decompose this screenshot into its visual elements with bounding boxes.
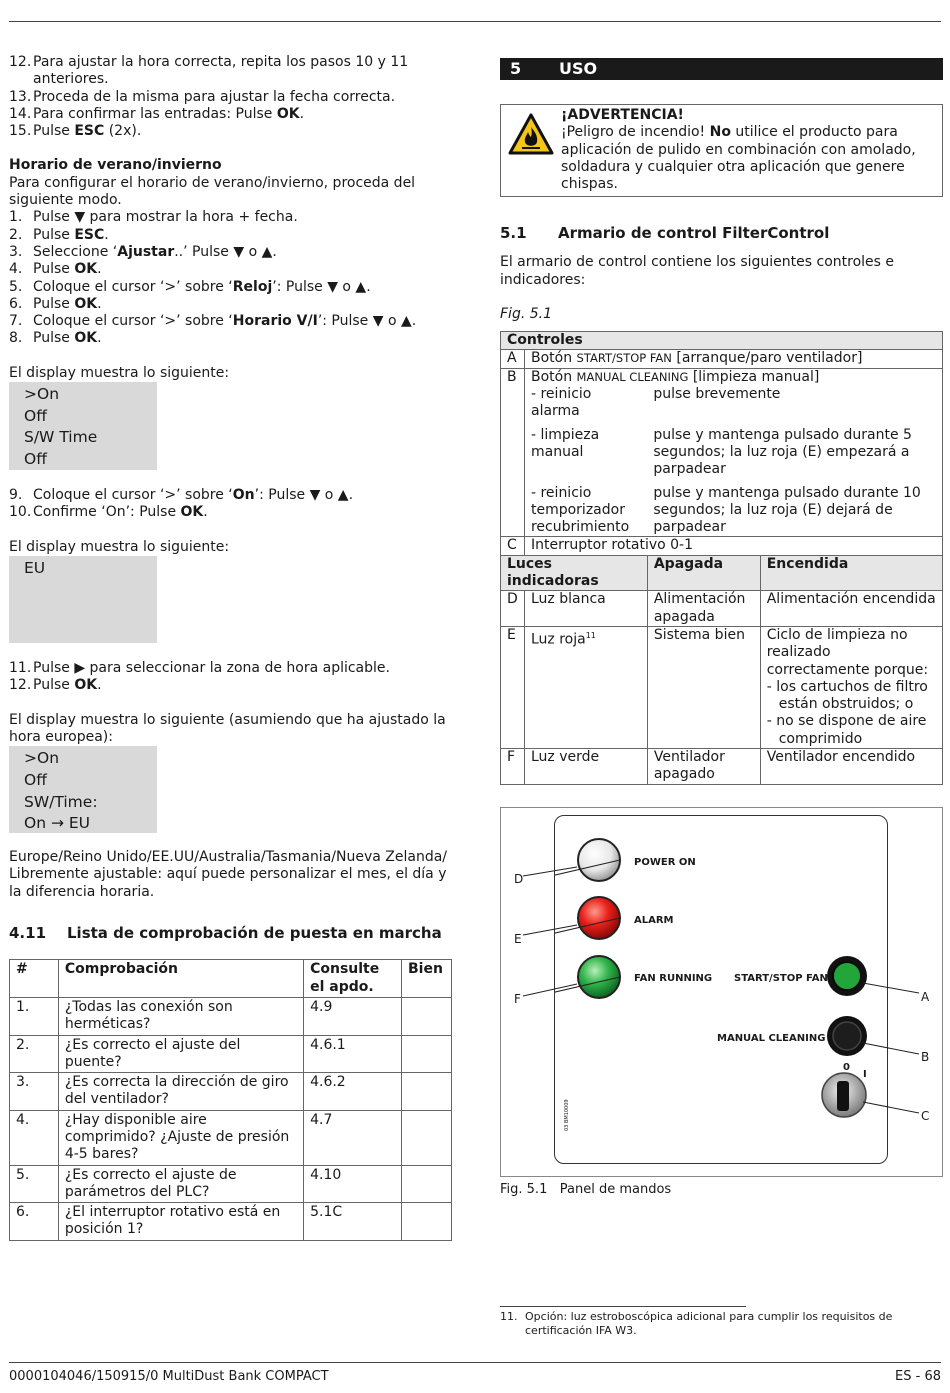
- step-number: 11.: [9, 659, 32, 676]
- footer-page: ES - 68: [895, 1369, 941, 1384]
- subsection-title: Armario de control FilterControl: [558, 224, 830, 242]
- step-text: Coloque el cursor ‘>’ sobre ‘On’: Pulse ▼ o ▲.: [33, 487, 354, 504]
- light-letter: F: [501, 749, 525, 785]
- checklist-header-cell: Bien: [401, 960, 451, 998]
- sub-action-desc: pulse brevemente: [647, 386, 942, 421]
- display-line: Off: [24, 406, 47, 425]
- table-row: [501, 626, 943, 748]
- caption-text: Panel de mandos: [559, 1181, 672, 1197]
- table-row: [501, 368, 943, 386]
- step-item: [9, 504, 454, 521]
- table-row: [10, 1035, 452, 1073]
- green-light: [578, 956, 620, 998]
- checklist-cell: ¿El interruptor rotativo está en posición 1?: [58, 1203, 303, 1241]
- checklist-cell: 2.: [10, 1035, 59, 1073]
- display-line: EU: [24, 558, 46, 577]
- control-desc: Botón START/STOP FAN [arranque/paro ventilador]: [524, 350, 942, 368]
- step-number: 14.: [9, 105, 32, 122]
- step-text: Pulse OK.: [33, 261, 102, 278]
- section-bar: [500, 58, 943, 80]
- step-text: Para confirmar las entradas: Pulse OK.: [33, 105, 305, 122]
- step-number: 9.: [9, 487, 23, 504]
- display-line: Off: [24, 450, 47, 469]
- callout-c: C: [921, 1108, 930, 1123]
- checklist-header-cell: Consulte el apdo.: [304, 960, 402, 998]
- control-letter: B: [501, 368, 525, 537]
- warning-text: ¡Peligro de incendio! No utilice el producto para aplicación de pulido en combinación con amolado, soldadura y cualquier otra aplicación que genere chispas.: [561, 124, 916, 193]
- display-line: SW/Time:: [24, 792, 98, 811]
- left-column: [9, 54, 454, 1241]
- callout-e: E: [514, 931, 522, 946]
- sub-action-label: - limpieza manual: [524, 421, 647, 479]
- step-number: 12.: [9, 54, 32, 70]
- footer-doc-id: 0000104046/150915/0 MultiDust Bank COMPACT: [9, 1369, 329, 1384]
- subsection-num: 5.1: [500, 224, 527, 242]
- step-item: [9, 209, 454, 226]
- checklist-ok-cell[interactable]: [401, 1073, 451, 1111]
- light-on-intro: Ciclo de limpieza no realizado correctamente porque:: [766, 626, 929, 678]
- header-rule: [9, 21, 941, 22]
- step-item: [9, 330, 454, 347]
- light-off: Sistema bien: [647, 626, 760, 748]
- checklist-cell: ¿Es correcta la dirección de giro del ventilador?: [58, 1073, 303, 1111]
- step-item: [9, 227, 454, 244]
- checklist-cell: ¿Es correcto el ajuste de parámetros del PLC?: [58, 1165, 303, 1203]
- callout-d: D: [514, 871, 524, 886]
- checklist-heading: [9, 925, 454, 942]
- checklist-cell: 4.6.1: [304, 1035, 402, 1073]
- footnote-rule: [500, 1306, 746, 1307]
- light-on: Alimentación encendida: [760, 591, 942, 627]
- step-text: Pulse OK.: [33, 677, 102, 694]
- alarm-label: ALARM: [634, 914, 674, 926]
- control-panel-figure: [500, 807, 943, 1177]
- checklist-ok-cell[interactable]: [401, 997, 451, 1035]
- step-text: Coloque el cursor ‘>’ sobre ‘Reloj’: Pulse ▼ o ▲.: [33, 278, 371, 295]
- table-row: [501, 350, 943, 368]
- fan-running-label: FAN RUNNING: [634, 972, 713, 984]
- sub-action-desc: pulse y mantenga pulsado durante 5 segundos; la luz roja (E) empezará a parpadear: [647, 421, 942, 479]
- step-number: 5.: [9, 278, 23, 295]
- table-row: [501, 479, 943, 537]
- step-item: [9, 677, 454, 694]
- step-number: 7.: [9, 313, 23, 330]
- dst-heading: Horario de verano/invierno: [9, 157, 222, 174]
- table-row: [501, 537, 943, 555]
- light-letter: E: [501, 626, 525, 748]
- switch-0-label: 0: [843, 1061, 850, 1073]
- switch-1-label: I: [863, 1068, 867, 1080]
- warning-box: [500, 104, 943, 197]
- control-panel: [554, 815, 888, 1164]
- step-text: Seleccione ‘Ajustar..’ Pulse ▼ o ▲.: [33, 243, 277, 260]
- step-number: 4.: [9, 261, 23, 278]
- step-number: 13.: [9, 88, 32, 105]
- callout-f: F: [514, 991, 521, 1006]
- right-column: [500, 58, 943, 1198]
- table-row: [501, 421, 943, 479]
- light-on: [760, 626, 942, 748]
- light-off: Alimentación apagada: [647, 591, 760, 627]
- step-item: [9, 89, 454, 106]
- steps-list-a: [9, 54, 454, 140]
- step-item: [9, 296, 454, 313]
- display-box-1: [9, 382, 157, 470]
- footnote-text: Opción: luz estroboscópica adicional para cumplir los requisitos de certificación IFA W3.: [525, 1310, 893, 1337]
- footnote: [500, 1310, 943, 1338]
- checklist-cell: ¿Es correcto el ajuste del puente?: [58, 1035, 303, 1073]
- display-line: Off: [24, 770, 47, 789]
- power-on-label: POWER ON: [634, 856, 696, 868]
- step-item: [9, 244, 454, 261]
- step-text: Pulse ▼ para mostrar la hora + fecha.: [33, 209, 298, 226]
- checklist-cell: 4.9: [304, 997, 402, 1035]
- step-text: Para ajustar la hora correcta, repita los pasos 10 y 11 anteriores.: [33, 54, 409, 88]
- checklist-cell: 4.6.2: [304, 1073, 402, 1111]
- table-row: [501, 749, 943, 785]
- warning-title: ¡ADVERTENCIA!: [561, 107, 684, 123]
- controls-intro: El armario de control contiene los siguientes controles e indicadores:: [500, 254, 895, 288]
- checklist-cell: ¿Todas las conexión son herméticas?: [58, 997, 303, 1035]
- steps-list-b: [9, 209, 454, 347]
- display-intro-2: El display muestra lo siguiente:: [9, 538, 230, 555]
- checklist-table: [9, 959, 452, 1240]
- step-item: [9, 487, 454, 504]
- light-name: Luz blanca: [524, 591, 647, 627]
- step-number: 6.: [9, 295, 23, 312]
- step-item: [9, 660, 454, 677]
- step-item: [9, 313, 454, 330]
- controls-header-row: [501, 332, 943, 350]
- checklist-cell: 4.10: [304, 1165, 402, 1203]
- checklist-cell: 4.7: [304, 1110, 402, 1165]
- table-row: [10, 1110, 452, 1165]
- red-light: [578, 897, 620, 939]
- fig-ref: Fig. 5.1: [500, 305, 552, 322]
- checklist-cell: 5.1C: [304, 1203, 402, 1241]
- step-number: 15.: [9, 123, 32, 140]
- checklist-cell: 1.: [10, 997, 59, 1035]
- checklist-cell: 3.: [10, 1073, 59, 1111]
- checklist-ok-cell[interactable]: [401, 1165, 451, 1203]
- sub-action-desc: pulse y mantenga pulsado durante 10 segundos; la luz roja (E) dejará de parpadear: [647, 479, 942, 537]
- step-text: Pulse ESC (2x).: [33, 123, 142, 140]
- callout-a: A: [921, 989, 930, 1004]
- step-text: Coloque el cursor ‘>’ sobre ‘Horario V/I’: Pulse ▼ o ▲.: [33, 313, 417, 330]
- display-box-2: [9, 556, 157, 643]
- manual-cleaning-label: MANUAL CLEANING: [717, 1032, 826, 1044]
- checklist-heading-num: 4.11: [9, 924, 47, 943]
- control-letter: C: [501, 537, 525, 555]
- checklist-cell: 6.: [10, 1203, 59, 1241]
- callout-b: B: [921, 1049, 930, 1064]
- panel-graphics: [555, 816, 889, 1165]
- caption-num: Fig. 5.1: [500, 1181, 548, 1197]
- rotary-switch-handle[interactable]: [837, 1081, 849, 1111]
- step-number: 10.: [9, 504, 32, 521]
- step-text: Pulse OK.: [33, 295, 102, 312]
- lights-header-cell: Encendida: [760, 555, 942, 591]
- section-title: USO: [559, 59, 598, 78]
- step-number: 3.: [9, 243, 23, 260]
- checklist-header-cell: #: [10, 960, 59, 998]
- step-text: Confirme ‘On’: Pulse OK.: [33, 504, 208, 521]
- zones-text: Europe/Reino Unido/EE.UU/Australia/Tasmania/Nueva Zelanda/ Libremente ajustable: aquí puede personalizar el mes, el día y la diferencia horaria.: [9, 849, 447, 900]
- checklist-cell: 5.: [10, 1165, 59, 1203]
- light-name: Luz roja$^{11}$: [524, 626, 647, 748]
- footnote-num: 11.: [500, 1310, 518, 1323]
- light-on-item: - no se dispone de aire comprimido: [766, 713, 927, 747]
- checklist-cell: 4.: [10, 1110, 59, 1165]
- steps-list-d: [9, 660, 454, 695]
- light-on: Ventilador encendido: [760, 749, 942, 785]
- step-item: [9, 279, 454, 296]
- table-row: [501, 591, 943, 627]
- white-light: [578, 839, 620, 881]
- fire-warning-icon: [501, 105, 561, 196]
- light-name: Luz verde: [524, 749, 647, 785]
- start-stop-button-face[interactable]: [833, 962, 861, 990]
- step-item: [9, 54, 454, 89]
- display-line: S/W Time: [24, 428, 98, 447]
- dst-intro: Para configurar el horario de verano/invierno, proceda del siguiente modo.: [9, 174, 416, 209]
- step-text: Pulse ▶ para seleccionar la zona de hora aplicable.: [33, 659, 390, 676]
- footer-rule: [9, 1362, 941, 1363]
- step-number: 12.: [9, 677, 32, 694]
- sub-action-label: - reinicio temporizador recubrimiento: [524, 479, 647, 537]
- manual-cleaning-button-face[interactable]: [833, 1022, 861, 1050]
- checklist-ok-cell[interactable]: [401, 1110, 451, 1165]
- checklist-ok-cell[interactable]: [401, 1035, 451, 1073]
- lights-header-cell: Luces indicadoras: [501, 555, 648, 591]
- steps-list-c: [9, 487, 454, 522]
- light-on-item: - los cartuchos de filtro están obstruidos; o: [766, 678, 928, 713]
- table-row: [10, 1203, 452, 1241]
- lights-header-cell: Apagada: [647, 555, 760, 591]
- section-num: 5: [510, 59, 522, 78]
- light-letter: D: [501, 591, 525, 627]
- step-text: Proceda de la misma para ajustar la fecha correcta.: [33, 88, 396, 105]
- step-number: 8.: [9, 330, 23, 347]
- display-intro-1: El display muestra lo siguiente:: [9, 364, 230, 381]
- start-stop-label: START/STOP FAN: [734, 972, 828, 984]
- subsection-heading: [500, 225, 943, 242]
- step-text: Pulse ESC.: [33, 226, 109, 243]
- controls-header: Controles: [501, 332, 943, 350]
- table-row: [10, 1165, 452, 1203]
- table-row: [10, 997, 452, 1035]
- checklist-cell: ¿Hay disponible aire comprimido? ¿Ajuste de presión 4-5 bares?: [58, 1110, 303, 1165]
- display-line: >On: [24, 385, 60, 404]
- footnote-ref: 11: [585, 630, 596, 640]
- control-desc: Botón MANUAL CLEANING [limpieza manual]: [524, 368, 942, 386]
- checklist-header-cell: Comprobación: [58, 960, 303, 998]
- lights-header-row: [501, 555, 943, 591]
- control-letter: A: [501, 350, 525, 368]
- display-box-3: [9, 746, 157, 833]
- step-text: Pulse OK.: [33, 330, 102, 347]
- step-item: [9, 261, 454, 278]
- step-number: 2.: [9, 226, 23, 243]
- checklist-ok-cell[interactable]: [401, 1203, 451, 1241]
- table-row: [10, 1073, 452, 1111]
- sub-action-label: - reinicio alarma: [524, 386, 647, 421]
- step-number: 1.: [9, 209, 23, 226]
- step-item: [9, 123, 454, 140]
- figure-caption: [500, 1181, 943, 1198]
- display-intro-3: El display muestra lo siguiente (asumiendo que ha ajustado la hora europea):: [9, 711, 446, 745]
- table-row: [501, 386, 943, 421]
- light-off: Ventilador apagado: [647, 749, 760, 785]
- display-line: On → EU: [24, 814, 91, 833]
- checklist-heading-title: Lista de comprobación de puesta en marcha: [67, 924, 442, 943]
- display-line: >On: [24, 749, 60, 768]
- step-item: [9, 106, 454, 123]
- control-desc: Interruptor rotativo 0-1: [524, 537, 942, 555]
- controls-table: [500, 331, 943, 784]
- figure-code: 03 BM10009: [564, 1099, 570, 1131]
